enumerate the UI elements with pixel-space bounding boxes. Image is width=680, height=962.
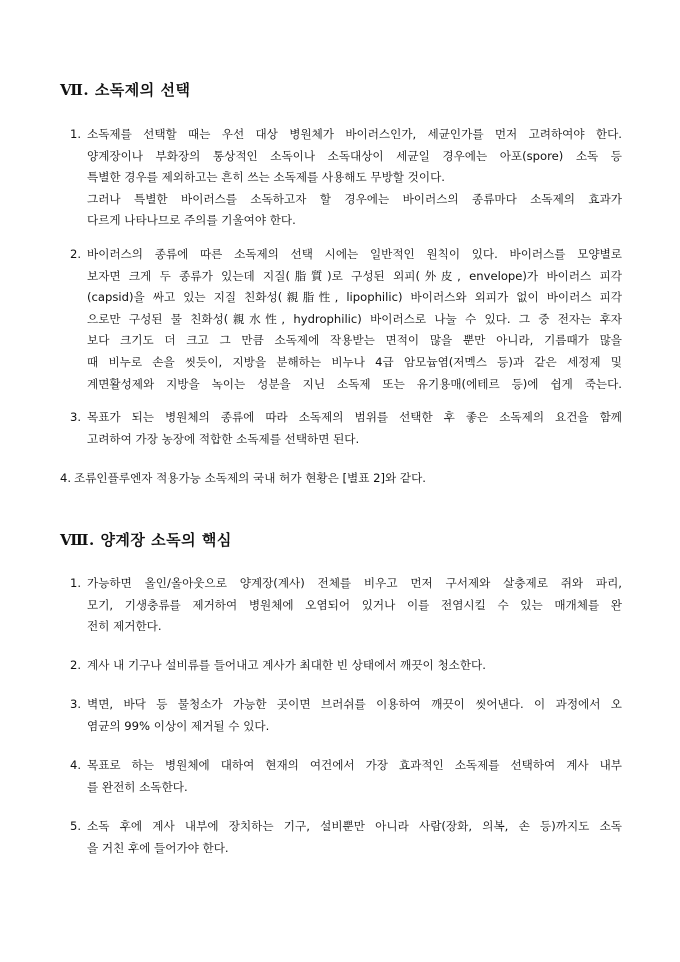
item-number: 5. bbox=[70, 819, 82, 833]
item-number: 2. bbox=[70, 247, 82, 261]
text-line: 목표가 되는 병원체의 종류에 따라 소독제의 범위를 선택한 후 좋은 소독제의 요건을 함께 bbox=[87, 410, 622, 424]
text-line: 목표로 하는 병원체에 대하여 현재의 여건에서 가장 효과적인 소독제를 선택하여 계사 내부 bbox=[87, 758, 622, 772]
text-line: 소독 후에 계사 내부에 장치하는 기구, 설비뿐만 아니라 사람(장화, 의복, 손 등)까지도 소독 bbox=[87, 819, 622, 833]
section-heading-7: Ⅶ. 소독제의 선택 bbox=[60, 81, 191, 99]
text-line: 으로만 구성된 물 친화성(親水性, hydrophilic) 바이러스로 나눌 수 있다. 그 중 전자는 후자 bbox=[87, 311, 622, 326]
text-line: 바이러스의 종류에 따른 소독제의 선택 시에는 일반적인 원칙이 있다. 바이러스를 모양별로 bbox=[87, 247, 622, 261]
text-line: 보자면 크게 두 종류가 있는데 지질(脂質)로 구성된 외피(外皮, envelope)가 바이러스 피각 bbox=[87, 268, 622, 283]
text-line: 염균의 99% 이상이 제거될 수 있다. bbox=[87, 718, 270, 733]
item-number: 1. bbox=[70, 127, 82, 141]
item-text bbox=[74, 468, 609, 490]
text-line: 때 비누로 손을 씻듯이, 지방을 분해하는 비누나 4급 암모늄염(저멕스 등)과 같은 세정제 및 bbox=[87, 354, 622, 369]
text-line: 소독제를 선택할 때는 우선 대상 병원체가 바이러스인가, 세균인가를 먼저 고려하여야 한다. bbox=[87, 127, 622, 141]
text-line: 보다 크기도 더 크고 그 만큼 소독제에 작용받는 면적이 많을 뿐만 아니라, 기름때가 많을 bbox=[87, 333, 622, 348]
item-text bbox=[87, 244, 622, 395]
text-line: 전히 제거한다. bbox=[87, 619, 162, 634]
text-line: 가능하면 올인/올아웃으로 양계장(계사) 전체를 비우고 먼저 구서제와 살충제로 쥐와 파리, bbox=[87, 576, 622, 590]
item-number: 1. bbox=[70, 576, 82, 590]
text-line: 벽면, 바닥 등 물청소가 가능한 곳이면 브러쉬를 이용하여 깨끗이 씻어낸다. 이 과정에서 오 bbox=[87, 697, 622, 711]
text-line: 고려하여 가장 농장에 적합한 소독제를 선택하면 된다. bbox=[87, 431, 360, 446]
item-number: 4. bbox=[60, 471, 72, 485]
item-text bbox=[87, 694, 622, 737]
text-line: 모기, 기생충류를 제거하여 병원체에 오염되어 있거나 이를 전염시킬 수 있는 매개체를 완 bbox=[87, 597, 622, 612]
item-text bbox=[87, 816, 622, 859]
text-line: (capsid)을 싸고 있는 지질 친화성(親脂性, lipophilic) 바이러스와 외피가 없이 바이러스 피각 bbox=[87, 290, 622, 305]
text-line: 계면활성제와 지방을 녹이는 성분을 지닌 소독제 또는 유기용매(에테르 등)에 쉽게 죽는다. bbox=[87, 376, 622, 391]
item-text bbox=[87, 407, 622, 450]
item-text bbox=[87, 755, 622, 798]
item-number: 4. bbox=[70, 758, 82, 772]
item-number: 3. bbox=[70, 410, 82, 424]
text-line: 특별한 경우를 제외하고는 흔히 쓰는 소독제를 사용해도 무방할 것이다. bbox=[87, 170, 445, 185]
item-text bbox=[87, 573, 622, 638]
item-number: 2. bbox=[70, 658, 82, 672]
item-number: 3. bbox=[70, 697, 82, 711]
text-line: 다르게 나타나므로 주의를 기울여야 한다. bbox=[87, 213, 296, 228]
item-text bbox=[87, 124, 622, 232]
text-line: 계사 내 기구나 설비류를 들어내고 계사가 최대한 빈 상태에서 깨끗이 청소한다. bbox=[87, 658, 486, 672]
text-line: 을 거친 후에 들어가야 한다. bbox=[87, 840, 229, 855]
text-line: 그러나 특별한 바이러스를 소독하고자 할 경우에는 바이러스의 종류마다 소독제의 효과가 bbox=[87, 191, 622, 206]
section-heading-8: Ⅷ. 양계장 소독의 핵심 bbox=[60, 531, 232, 549]
item-text bbox=[87, 655, 622, 677]
text-line: 를 완전히 소독한다. bbox=[87, 779, 188, 794]
text-line: 양계장이나 부화장의 통상적인 소독이나 소독대상이 세균일 경우에는 아포(spore) 소독 등 bbox=[87, 148, 622, 163]
text-line: 조류인플루엔자 적용가능 소독제의 국내 허가 현황은 [별표 2]와 같다. bbox=[74, 471, 426, 485]
